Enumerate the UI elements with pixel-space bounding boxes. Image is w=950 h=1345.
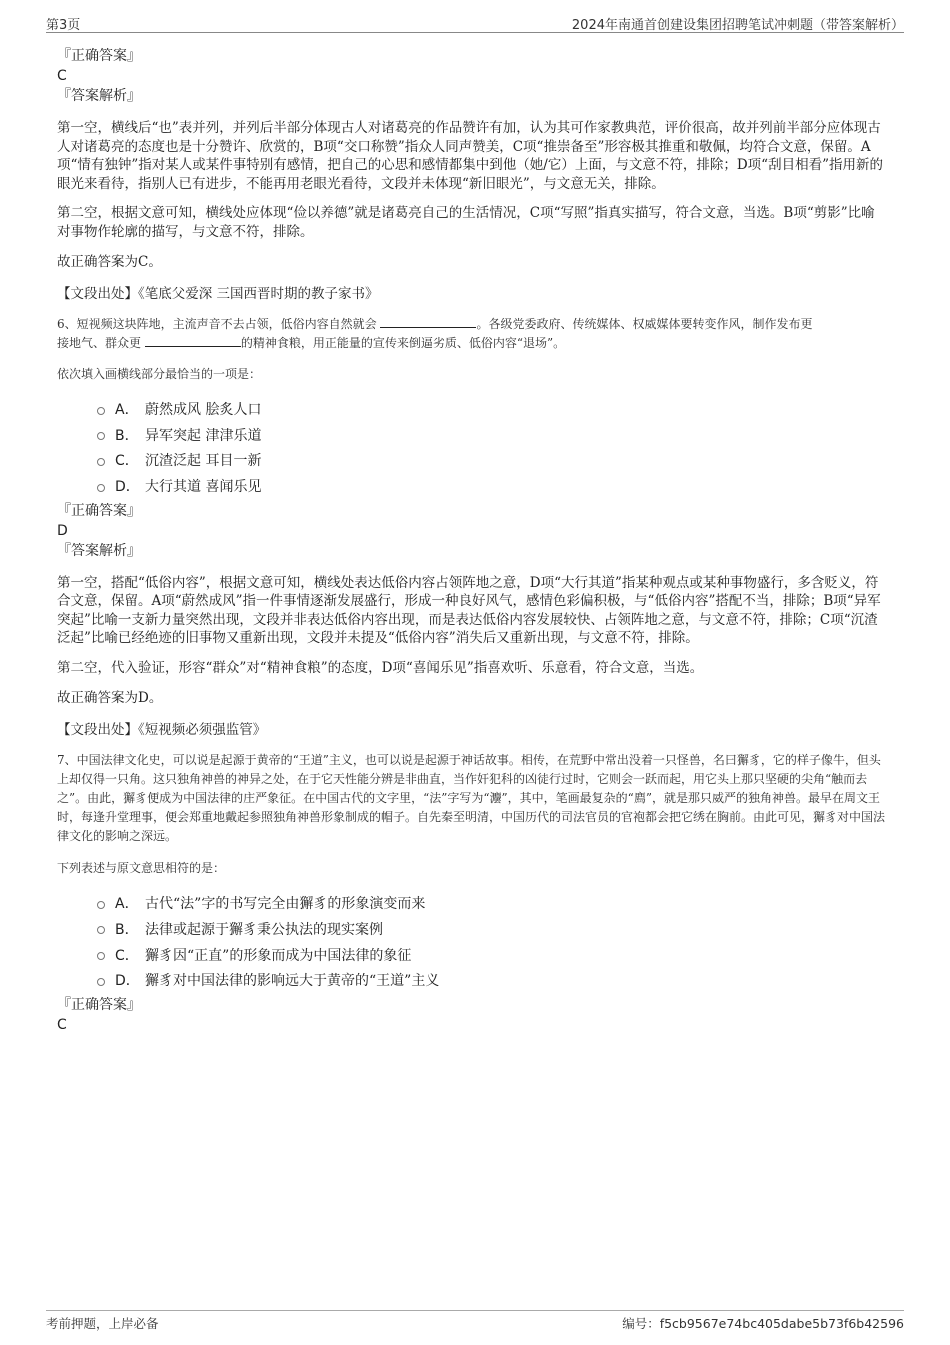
fill-blank	[380, 315, 476, 328]
passage-source: 【文段出处】《短视频必须强监管》	[57, 721, 267, 738]
option-b[interactable]: B． 异军突起 津津乐道	[57, 424, 887, 450]
page-header	[46, 12, 904, 33]
option-a[interactable]: A． 古代“法”字的书写完全由獬豸的形象演变而来	[57, 892, 887, 918]
radio-icon[interactable]	[97, 926, 105, 934]
radio-icon[interactable]	[97, 978, 105, 986]
question-prompt: 下列表述与原文意思相符的是：	[57, 861, 226, 876]
analysis-label: 『答案解析』	[57, 542, 141, 559]
analysis-paragraph: 第二空，代入验证，形容“群众”对“精神食粮”的态度，D项“喜闻乐见”指喜欢听、乐意看，符合文意，当选。	[57, 659, 704, 676]
radio-icon[interactable]	[97, 458, 105, 466]
analysis-label: 『答案解析』	[57, 88, 141, 104]
footer-slogan: 考前押题，上岸必备	[46, 1316, 159, 1331]
analysis-paragraph: 第一空，横线后“也”表并列，并列后半部分体现古人对诸葛亮的作品赞许有加，认为其可作家教典范，评价很高，故并列前半部分应体现古人对诸葛亮的态度也是十分赞许、欣赏的，B项“交口称赞”指众人同声赞美，C项“推崇备至”形容极其推重和敬佩，均符合文意，保留。A项“情有独钟”指对某人或某件事特别有感情，把自己的心思和感情都集中到他（她/它）上面，与文意不符，排除；D项“刮目相看”指用新的眼光来看待，指别人已有进步，不能再用老眼光看待，文段并未体现“新旧眼光”，与文意无关，排除。	[57, 120, 883, 192]
question-stem: 6、短视频这块阵地，主流声音不去占领，低俗内容自然就会 。各级党委政府、传统媒体、权威媒体要转变作风，制作发布更 接地气、群众更 的精神食粮，用正能量的宣传来倒逼劣质、低俗内容“退场”。	[57, 317, 813, 350]
answer-label: 『正确答案』	[57, 48, 141, 64]
radio-icon[interactable]	[97, 484, 105, 492]
answer-value: C	[57, 1017, 67, 1033]
option-list	[57, 398, 887, 501]
radio-icon[interactable]	[97, 952, 105, 960]
option-a[interactable]: A． 蔚然成风 脍炙人口	[57, 398, 887, 424]
document-title: 2024年南通首创建设集团招聘笔试冲刺题（带答案解析）	[571, 18, 904, 33]
passage-source: 【文段出处】《笔底父爱深 三国西晋时期的教子家书》	[57, 285, 379, 302]
option-c[interactable]: C． 沉渣泛起 耳目一新	[57, 449, 887, 475]
analysis-paragraph: 第一空，搭配“低俗内容”，根据文意可知，横线处表达低俗内容占领阵地之意，D项“大行其道”指某种观点或某种事物盛行，多含贬义，符合文意，保留。A项“蔚然成风”指一件事情逐渐发展盛行，形成一种良好风气，感情色彩偏积极，与“低俗内容”搭配不当，排除；B项“异军突起”比喻一支新力量突然出现，文段并非表达低俗内容出现，而是表达低俗内容发展较快、占领阵地之意，与文意不符，排除；C项“沉渣泛起”比喻已经绝迹的旧事物又重新出现，文段并未提及“低俗内容”消失后又重新出现，与文意不符，排除。	[57, 574, 881, 647]
answer-value: D	[57, 522, 68, 539]
answer-value: C	[57, 68, 67, 84]
question-stem: 7、中国法律文化史，可以说是起源于黄帝的“王道”主义，也可以说是起源于神话故事。相传，在荒野中常出没着一只怪兽，名曰獬豸，它的样子像牛，但头上却仅得一只角。这只独角神兽的神异之处，在于它天性能分辨是非曲直，当作奸犯科的凶徒行过时，它则会一跃而起，用它头上那只坚硬的尖角“触而去之”。由此，獬豸便成为中国法律的庄严象征。在中国古代的文字里，“法”字写为“灋”，其中，笔画最复杂的“廌”，就是那只威严的独角神兽。最早在周文王时，每逢升堂理事，便会郑重地戴起参照独角神兽形象制成的帽子。自先秦至明清，中国历代的司法官员的官袍都会把它绣在胸前。由此可见，獬豸对中国法律文化的影响之深远。	[57, 753, 886, 844]
answer-label: 『正确答案』	[57, 997, 141, 1013]
radio-icon[interactable]	[97, 432, 105, 440]
page-footer	[46, 1310, 904, 1331]
question-prompt: 依次填入画横线部分最恰当的一项是：	[57, 367, 262, 381]
page-content	[57, 46, 887, 1035]
radio-icon[interactable]	[97, 407, 105, 415]
option-list	[57, 892, 887, 995]
answer-label: 『正确答案』	[57, 502, 141, 519]
fill-blank	[145, 334, 241, 347]
analysis-conclusion: 故正确答案为C。	[57, 254, 162, 270]
option-b[interactable]: B． 法律或起源于獬豸秉公执法的现实案例	[57, 918, 887, 944]
analysis-conclusion: 故正确答案为D。	[57, 690, 163, 707]
radio-icon[interactable]	[97, 901, 105, 909]
analysis-paragraph: 第二空，根据文意可知，横线处应体现“俭以养德”就是诸葛亮自己的生活情况，C项“写照”指真实描写，符合文意，当选。B项“剪影”比喻对事物作轮廓的描写，与文意不符，排除。	[57, 205, 875, 240]
page-number: 第3页	[46, 18, 81, 33]
document-id: 编号：f5cb9567e74bc405dabe5b73f6b42596	[622, 1316, 904, 1331]
option-c[interactable]: C． 獬豸因“正直”的形象而成为中国法律的象征	[57, 944, 887, 970]
option-d[interactable]: D． 大行其道 喜闻乐见	[57, 475, 887, 501]
option-d[interactable]: D． 獬豸对中国法律的影响远大于黄帝的“王道”主义	[57, 969, 887, 995]
